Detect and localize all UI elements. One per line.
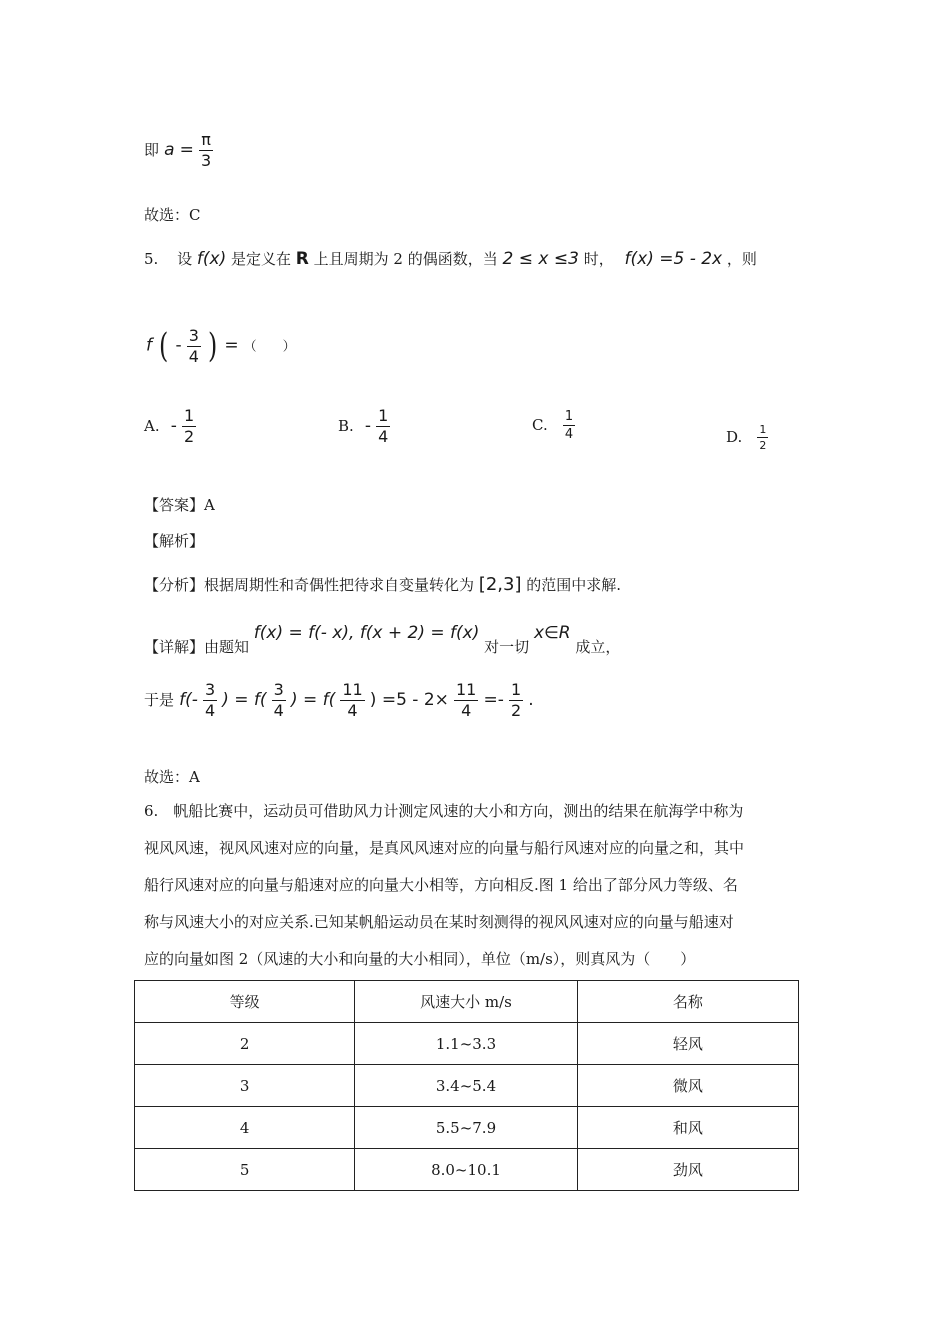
table-row bbox=[135, 1149, 799, 1191]
q5-choose-label: 故选：A bbox=[144, 768, 200, 786]
option-a-label: A. bbox=[144, 417, 160, 435]
q5-text-1: 设 bbox=[177, 250, 193, 268]
header-speed: 风速大小 m/s bbox=[355, 981, 577, 1023]
denominator-three: 3 bbox=[200, 151, 212, 170]
q5-detail-end: 成立， bbox=[575, 638, 621, 656]
q5-ask-fraction bbox=[187, 325, 201, 366]
q5-number: 5. bbox=[144, 250, 159, 268]
q5-calc bbox=[144, 682, 534, 719]
cell-level: 5 bbox=[135, 1149, 355, 1191]
calc-mid2: ) = f( bbox=[290, 690, 336, 710]
calc-d2: 4 bbox=[273, 701, 284, 720]
option-a-sign: - bbox=[170, 416, 177, 436]
q5-detail bbox=[144, 622, 621, 656]
option-b-fraction bbox=[376, 408, 390, 445]
q5-ask-eq: = bbox=[224, 335, 239, 356]
cell-name: 微风 bbox=[577, 1065, 798, 1107]
option-c-label: C. bbox=[532, 416, 548, 434]
q5-text-3: 上且周期为 2 的偶函数，当 bbox=[313, 250, 498, 268]
option-c[interactable] bbox=[532, 410, 575, 441]
q5-ask-den: 4 bbox=[188, 346, 199, 366]
calc-n1: 3 bbox=[204, 680, 216, 699]
calc-mid4: =- bbox=[483, 690, 504, 710]
calc-d3: 4 bbox=[340, 700, 364, 719]
calc-d1: 4 bbox=[204, 701, 216, 720]
table-row bbox=[135, 1065, 799, 1107]
calc-mid1: ) = f( bbox=[222, 690, 267, 710]
calc-frac2 bbox=[272, 682, 286, 719]
calc-frac1 bbox=[203, 682, 217, 719]
option-c-fraction bbox=[563, 410, 575, 441]
q5-analysis-title: 【解析】 bbox=[144, 532, 205, 550]
option-d-den: 2 bbox=[759, 439, 767, 452]
cell-speed: 1.1~3.3 bbox=[355, 1023, 577, 1065]
option-c-den: 4 bbox=[564, 427, 574, 442]
wind-scale-table bbox=[134, 980, 799, 1191]
q5-text-2: 是定义在 bbox=[230, 250, 291, 268]
table-row bbox=[135, 1023, 799, 1065]
cell-name: 和风 bbox=[577, 1107, 798, 1149]
q5-detail-mid: 对一切 bbox=[484, 638, 530, 656]
q5-fx-expr: f(x) =5 - 2x bbox=[624, 249, 723, 269]
q5-ask-paren: （ ） bbox=[243, 339, 296, 355]
prev-solution-line bbox=[144, 132, 213, 169]
q5-stem bbox=[144, 248, 757, 269]
q5-real-set: R bbox=[295, 249, 309, 269]
q5-text-5: ，则 bbox=[726, 250, 757, 268]
option-d-label: D. bbox=[726, 428, 743, 446]
table-header-row bbox=[135, 981, 799, 1023]
q5-answer: 【答案】A bbox=[144, 496, 215, 514]
pi-over-three bbox=[199, 132, 213, 169]
option-b-label: B. bbox=[338, 417, 354, 435]
option-d[interactable] bbox=[726, 424, 768, 451]
q5-analysis bbox=[144, 574, 621, 595]
option-c-num: 1 bbox=[564, 409, 574, 424]
prev-choose-label: 故选：C bbox=[144, 206, 201, 224]
header-level: 等级 bbox=[135, 981, 355, 1023]
cell-speed: 8.0~10.1 bbox=[355, 1149, 577, 1191]
cell-level: 4 bbox=[135, 1107, 355, 1149]
calc-n4: 11 bbox=[456, 680, 477, 699]
q5-interval: [2,3] bbox=[478, 574, 522, 595]
calc-f1: f(- bbox=[179, 690, 198, 710]
calc-mid3: ) =5 - 2× bbox=[369, 690, 449, 710]
cell-level: 2 bbox=[135, 1023, 355, 1065]
ji-prefix: 即 bbox=[144, 141, 160, 159]
cell-speed: 5.5~7.9 bbox=[355, 1107, 577, 1149]
calc-d5: 2 bbox=[510, 701, 522, 720]
header-name: 名称 bbox=[577, 981, 798, 1023]
calc-end: . bbox=[528, 690, 534, 710]
left-paren: ( bbox=[159, 326, 169, 366]
q6-line-4: 称与风速大小的对应关系.已知某帆船运动员在某时刻测得的视风风速对应的向量与船速对 bbox=[144, 913, 734, 931]
right-paren: ) bbox=[207, 326, 218, 366]
q5-ask-num: 3 bbox=[188, 325, 199, 345]
q5-analysis-text: 【分析】根据周期性和奇偶性把待求自变量转化为 bbox=[144, 576, 475, 594]
q6-line-5: 应的向量如图 2（风速的大小和向量的大小相同），单位（m/s），则真风为（ ） bbox=[144, 950, 696, 968]
option-d-num: 1 bbox=[759, 423, 767, 436]
q5-detail-formula: f(x) = f(- x), f(x + 2) = f(x) bbox=[253, 623, 480, 643]
q5-so-prefix: 于是 bbox=[144, 691, 175, 709]
q5-ask bbox=[146, 326, 296, 366]
table-row bbox=[135, 1107, 799, 1149]
q6-line-3: 船行风速对应的向量与船速对应的向量大小相等，方向相反.图 1 给出了部分风力等级、名 bbox=[144, 876, 738, 894]
calc-n5: 1 bbox=[510, 680, 522, 699]
option-a-fraction bbox=[182, 408, 196, 445]
option-d-fraction bbox=[757, 424, 768, 451]
option-b-sign: - bbox=[364, 416, 372, 436]
option-a[interactable] bbox=[144, 408, 196, 445]
equals-sign: = bbox=[179, 140, 194, 160]
calc-n2: 3 bbox=[273, 680, 284, 699]
calc-frac3 bbox=[340, 682, 364, 719]
q5-condition: 2 ≤ x ≤3 bbox=[502, 249, 579, 269]
q6-line-2: 视风风速，视风风速对应的向量，是真风风速对应的向量与船行风速对应的向量之和，其中 bbox=[144, 839, 745, 857]
option-b[interactable] bbox=[338, 408, 390, 445]
q5-text-4: 时， bbox=[583, 250, 614, 268]
calc-frac4 bbox=[454, 682, 478, 719]
cell-name: 轻风 bbox=[577, 1023, 798, 1065]
q5-fx: f(x) bbox=[196, 249, 227, 269]
q5-detail-set: x∈R bbox=[533, 623, 571, 643]
q5-ask-f: f bbox=[146, 335, 152, 356]
q5-ask-minus: - bbox=[175, 335, 182, 356]
cell-speed: 3.4~5.4 bbox=[355, 1065, 577, 1107]
option-b-den: 4 bbox=[378, 427, 389, 446]
option-a-den: 2 bbox=[183, 427, 195, 446]
pi-symbol: π bbox=[201, 130, 211, 149]
cell-level: 3 bbox=[135, 1065, 355, 1107]
option-b-num: 1 bbox=[378, 406, 389, 425]
calc-n3: 11 bbox=[342, 680, 363, 699]
cell-name: 劲风 bbox=[577, 1149, 798, 1191]
q6-line-1: 6. 帆船比赛中，运动员可借助风力计测定风速的大小和方向，测出的结果在航海学中称为 bbox=[144, 802, 744, 820]
calc-frac5 bbox=[509, 682, 523, 719]
q5-detail-prefix: 【详解】由题知 bbox=[144, 638, 250, 656]
q5-analysis-end: 的范围中求解. bbox=[526, 576, 622, 594]
var-a: a bbox=[164, 140, 175, 160]
calc-d4: 4 bbox=[454, 700, 478, 719]
option-a-num: 1 bbox=[183, 406, 195, 425]
